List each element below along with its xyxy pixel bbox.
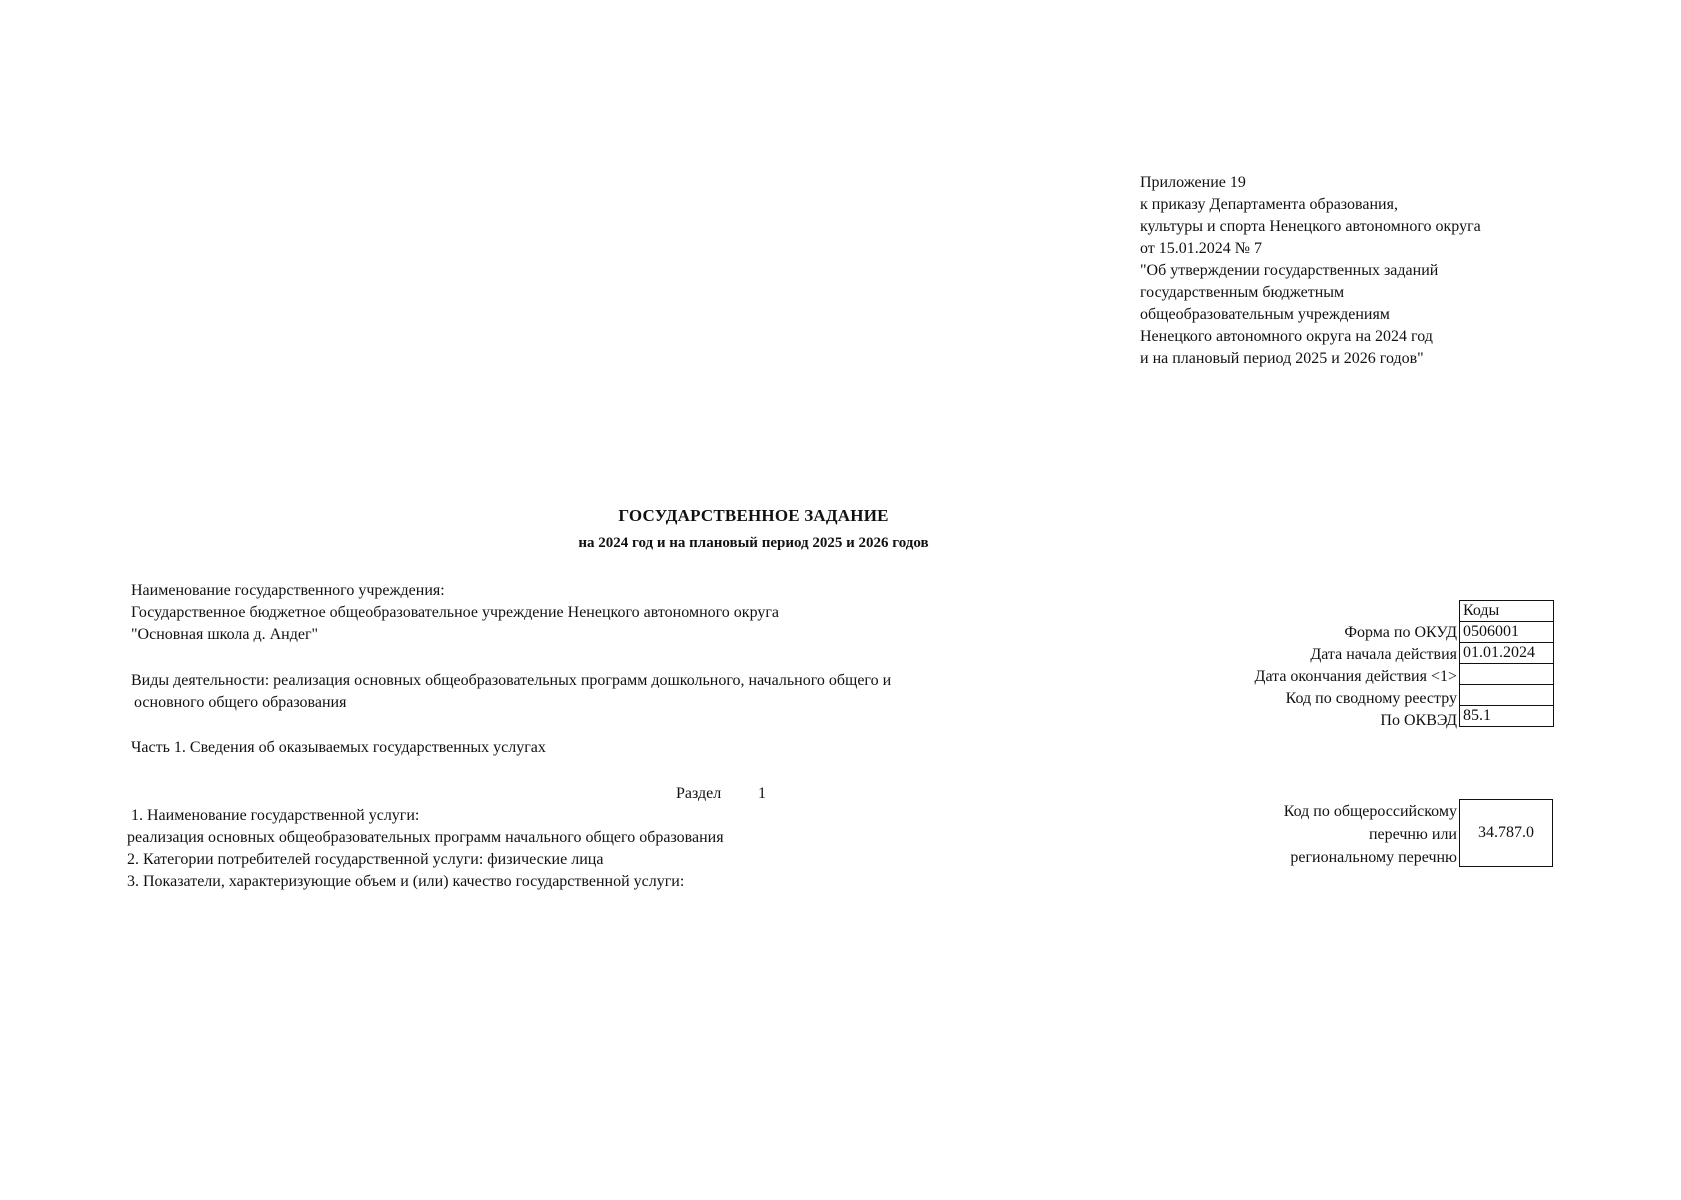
start-date-value: 01.01.2024 (1460, 643, 1554, 664)
table-row (1460, 664, 1554, 685)
registry-labels (1284, 800, 1457, 869)
document-title: ГОСУДАРСТВЕННОЕ ЗАДАНИЕ (618, 506, 889, 525)
appendix-line: общеобразовательным учреждениям (1140, 306, 1390, 323)
institution-label: Наименование государственного учреждения: (131, 582, 445, 599)
table-row (1460, 643, 1554, 664)
end-date-label: Дата окончания действия <1> (1254, 668, 1457, 685)
appendix-line: Приложение 19 (1140, 174, 1246, 191)
registry-code-value: 34.787.0 (1478, 824, 1534, 841)
okud-value: 0506001 (1460, 622, 1554, 643)
start-date-label: Дата начала действия (1310, 646, 1457, 663)
appendix-line: Ненецкого автономного округа на 2024 год (1140, 328, 1433, 345)
codes-labels (1255, 600, 1457, 732)
appendix-line: и на плановый период 2025 и 2026 годов" (1140, 350, 1424, 367)
codes-header: Коды (1460, 601, 1554, 622)
appendix-line: к приказу Департамента образования, (1140, 196, 1398, 213)
okud-label: Форма по ОКУД (1344, 624, 1457, 641)
appendix-line: от 15.01.2024 № 7 (1140, 240, 1263, 257)
registry-code-value (1460, 685, 1554, 706)
registry-code-label: Код по сводному реестру (1285, 690, 1457, 707)
table-row (1460, 706, 1554, 727)
appendix-line: "Об утверждении государственных заданий (1140, 262, 1439, 279)
registry-label-line: региональному перечню (1290, 849, 1457, 866)
appendix-line: культуры и спорта Ненецкого автономного округа (1140, 218, 1481, 235)
end-date-value (1460, 664, 1554, 685)
document-subtitle: на 2024 год и на плановый период 2025 и 2026 годов (578, 535, 929, 551)
table-row (1460, 622, 1554, 643)
table-row (1460, 685, 1554, 706)
institution-name-line1: Государственное бюджетное общеобразовательное учреждение Ненецкого автономного округа (131, 604, 780, 621)
consumer-categories: 2. Категории потребителей государственной услуги: физические лица (127, 851, 604, 868)
registry-label-line: Код по общероссийскому (1283, 803, 1457, 820)
service-name-label: 1. Наименование государственной услуги: (131, 807, 420, 824)
registry-label-line: перечню или (1368, 826, 1457, 843)
institution-name-line2: "Основная школа д. Андег" (131, 626, 319, 643)
activities-line2: основного общего образования (134, 694, 347, 711)
appendix-line: государственным бюджетным (1140, 284, 1345, 301)
section-number: 1 (758, 785, 766, 802)
service-name-value: реализация основных общеобразовательных программ начального общего образования (127, 829, 724, 846)
okved-value: 85.1 (1460, 706, 1554, 727)
registry-code-box (1459, 799, 1553, 867)
okved-label: По ОКВЭД (1380, 712, 1457, 729)
section-label: Раздел (676, 785, 722, 802)
appendix-block (1140, 172, 1481, 370)
codes-header-spacer (1255, 600, 1457, 622)
codes-header-row (1460, 601, 1554, 622)
codes-table (1459, 600, 1554, 727)
activities-line1: Виды деятельности: реализация основных общеобразовательных программ дошкольного, начального общего и (131, 672, 892, 689)
part-heading: Часть 1. Сведения об оказываемых государственных услугах (131, 739, 546, 756)
service-indicators-heading: 3. Показатели, характеризующие объем и (или) качество государственной услуги: (127, 873, 685, 890)
